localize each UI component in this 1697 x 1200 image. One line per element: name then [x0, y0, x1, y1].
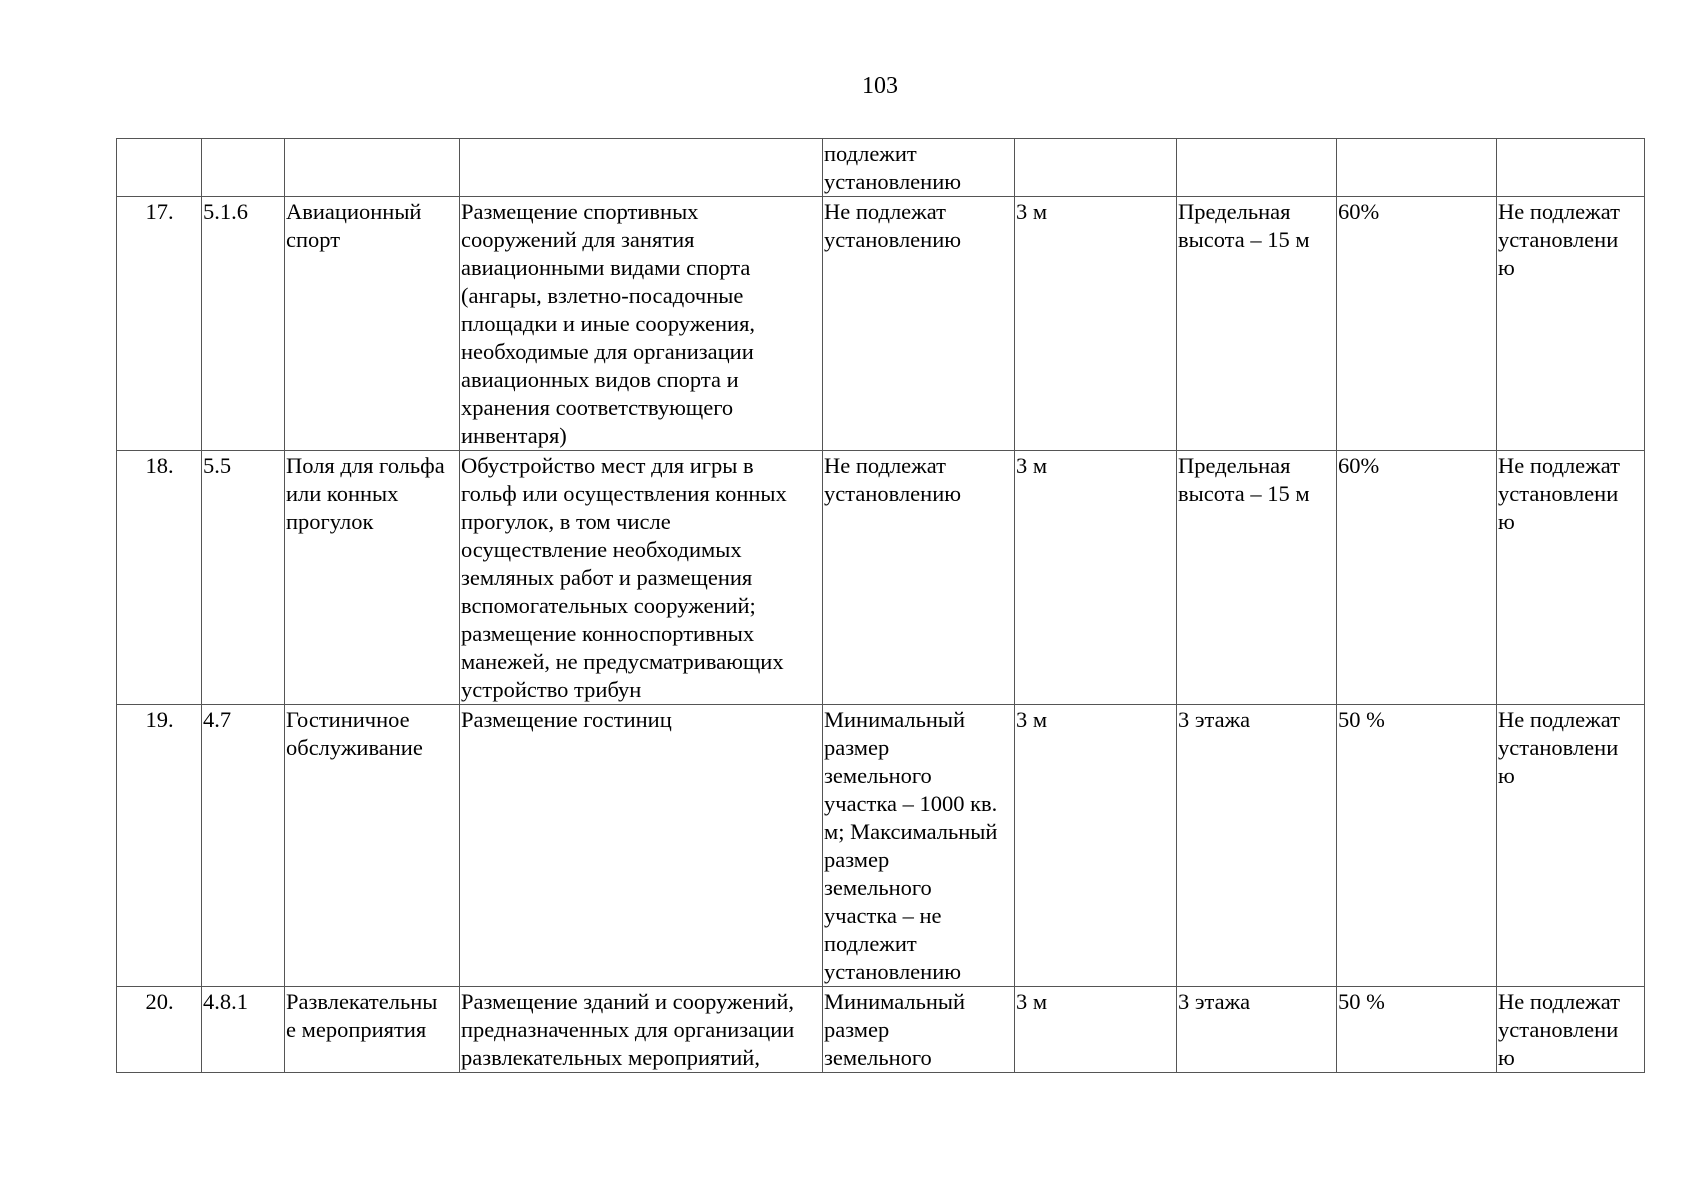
coverage-cell: [1337, 139, 1497, 197]
use-name-cell: Гостиничное обслуживание: [285, 705, 460, 987]
setback-cell: 3 м: [1015, 451, 1177, 705]
height-cell: 3 этажа: [1177, 705, 1337, 987]
row-number-cell: 17.: [117, 197, 202, 451]
use-name-cell: Развлекательны е мероприятия: [285, 987, 460, 1073]
table-row: [117, 705, 1645, 987]
coverage-cell: 50 %: [1337, 705, 1497, 987]
other-params-cell: Не подлежат установлени ю: [1497, 705, 1645, 987]
use-name-cell: [285, 139, 460, 197]
land-use-table: [116, 138, 1645, 1073]
page-number: 103: [862, 73, 898, 99]
setback-cell: [1015, 139, 1177, 197]
table-row: [117, 197, 1645, 451]
code-cell: 5.1.6: [202, 197, 285, 451]
description-cell: [460, 139, 823, 197]
other-params-cell: Не подлежат установлени ю: [1497, 197, 1645, 451]
height-cell: Предельная высота – 15 м: [1177, 197, 1337, 451]
row-number-cell: 18.: [117, 451, 202, 705]
use-name-cell: Авиационный спорт: [285, 197, 460, 451]
description-cell: Размещение зданий и сооружений, предназначенных для организации развлекательных мероприятий,: [460, 987, 823, 1073]
description-cell: Обустройство мест для игры в гольф или осуществления конных прогулок, в том числе осуществление необходимых земляных работ и размещения вспомогательных сооружений; размещение конноспортивных манежей, не предусматривающих устройство трибун: [460, 451, 823, 705]
row-number-cell: 19.: [117, 705, 202, 987]
coverage-cell: 60%: [1337, 197, 1497, 451]
other-params-cell: Не подлежат установлени ю: [1497, 451, 1645, 705]
code-cell: 5.5: [202, 451, 285, 705]
plot-size-cell: Минимальный размер земельного: [823, 987, 1015, 1073]
code-cell: 4.8.1: [202, 987, 285, 1073]
table-row: [117, 987, 1645, 1073]
height-cell: Предельная высота – 15 м: [1177, 451, 1337, 705]
coverage-cell: 60%: [1337, 451, 1497, 705]
row-number-cell: 20.: [117, 987, 202, 1073]
other-params-cell: Не подлежат установлени ю: [1497, 987, 1645, 1073]
table-row: [117, 451, 1645, 705]
plot-size-cell: Не подлежат установлению: [823, 197, 1015, 451]
plot-size-cell: Минимальный размер земельного участка – 1000 кв. м; Максимальный размер земельного участка – не подлежит установлению: [823, 705, 1015, 987]
plot-size-cell: подлежит установлению: [823, 139, 1015, 197]
setback-cell: 3 м: [1015, 987, 1177, 1073]
height-cell: [1177, 139, 1337, 197]
plot-size-cell: Не подлежат установлению: [823, 451, 1015, 705]
setback-cell: 3 м: [1015, 197, 1177, 451]
other-params-cell: [1497, 139, 1645, 197]
code-cell: [202, 139, 285, 197]
setback-cell: 3 м: [1015, 705, 1177, 987]
description-cell: Размещение гостиниц: [460, 705, 823, 987]
height-cell: 3 этажа: [1177, 987, 1337, 1073]
row-number-cell: [117, 139, 202, 197]
description-cell: Размещение спортивных сооружений для занятия авиационными видами спорта (ангары, взлетно-посадочные площадки и иные сооружения, необходимые для организации авиационных видов спорта и хранения соответствующего инвентаря): [460, 197, 823, 451]
coverage-cell: 50 %: [1337, 987, 1497, 1073]
table-row: [117, 139, 1645, 197]
use-name-cell: Поля для гольфа или конных прогулок: [285, 451, 460, 705]
code-cell: 4.7: [202, 705, 285, 987]
